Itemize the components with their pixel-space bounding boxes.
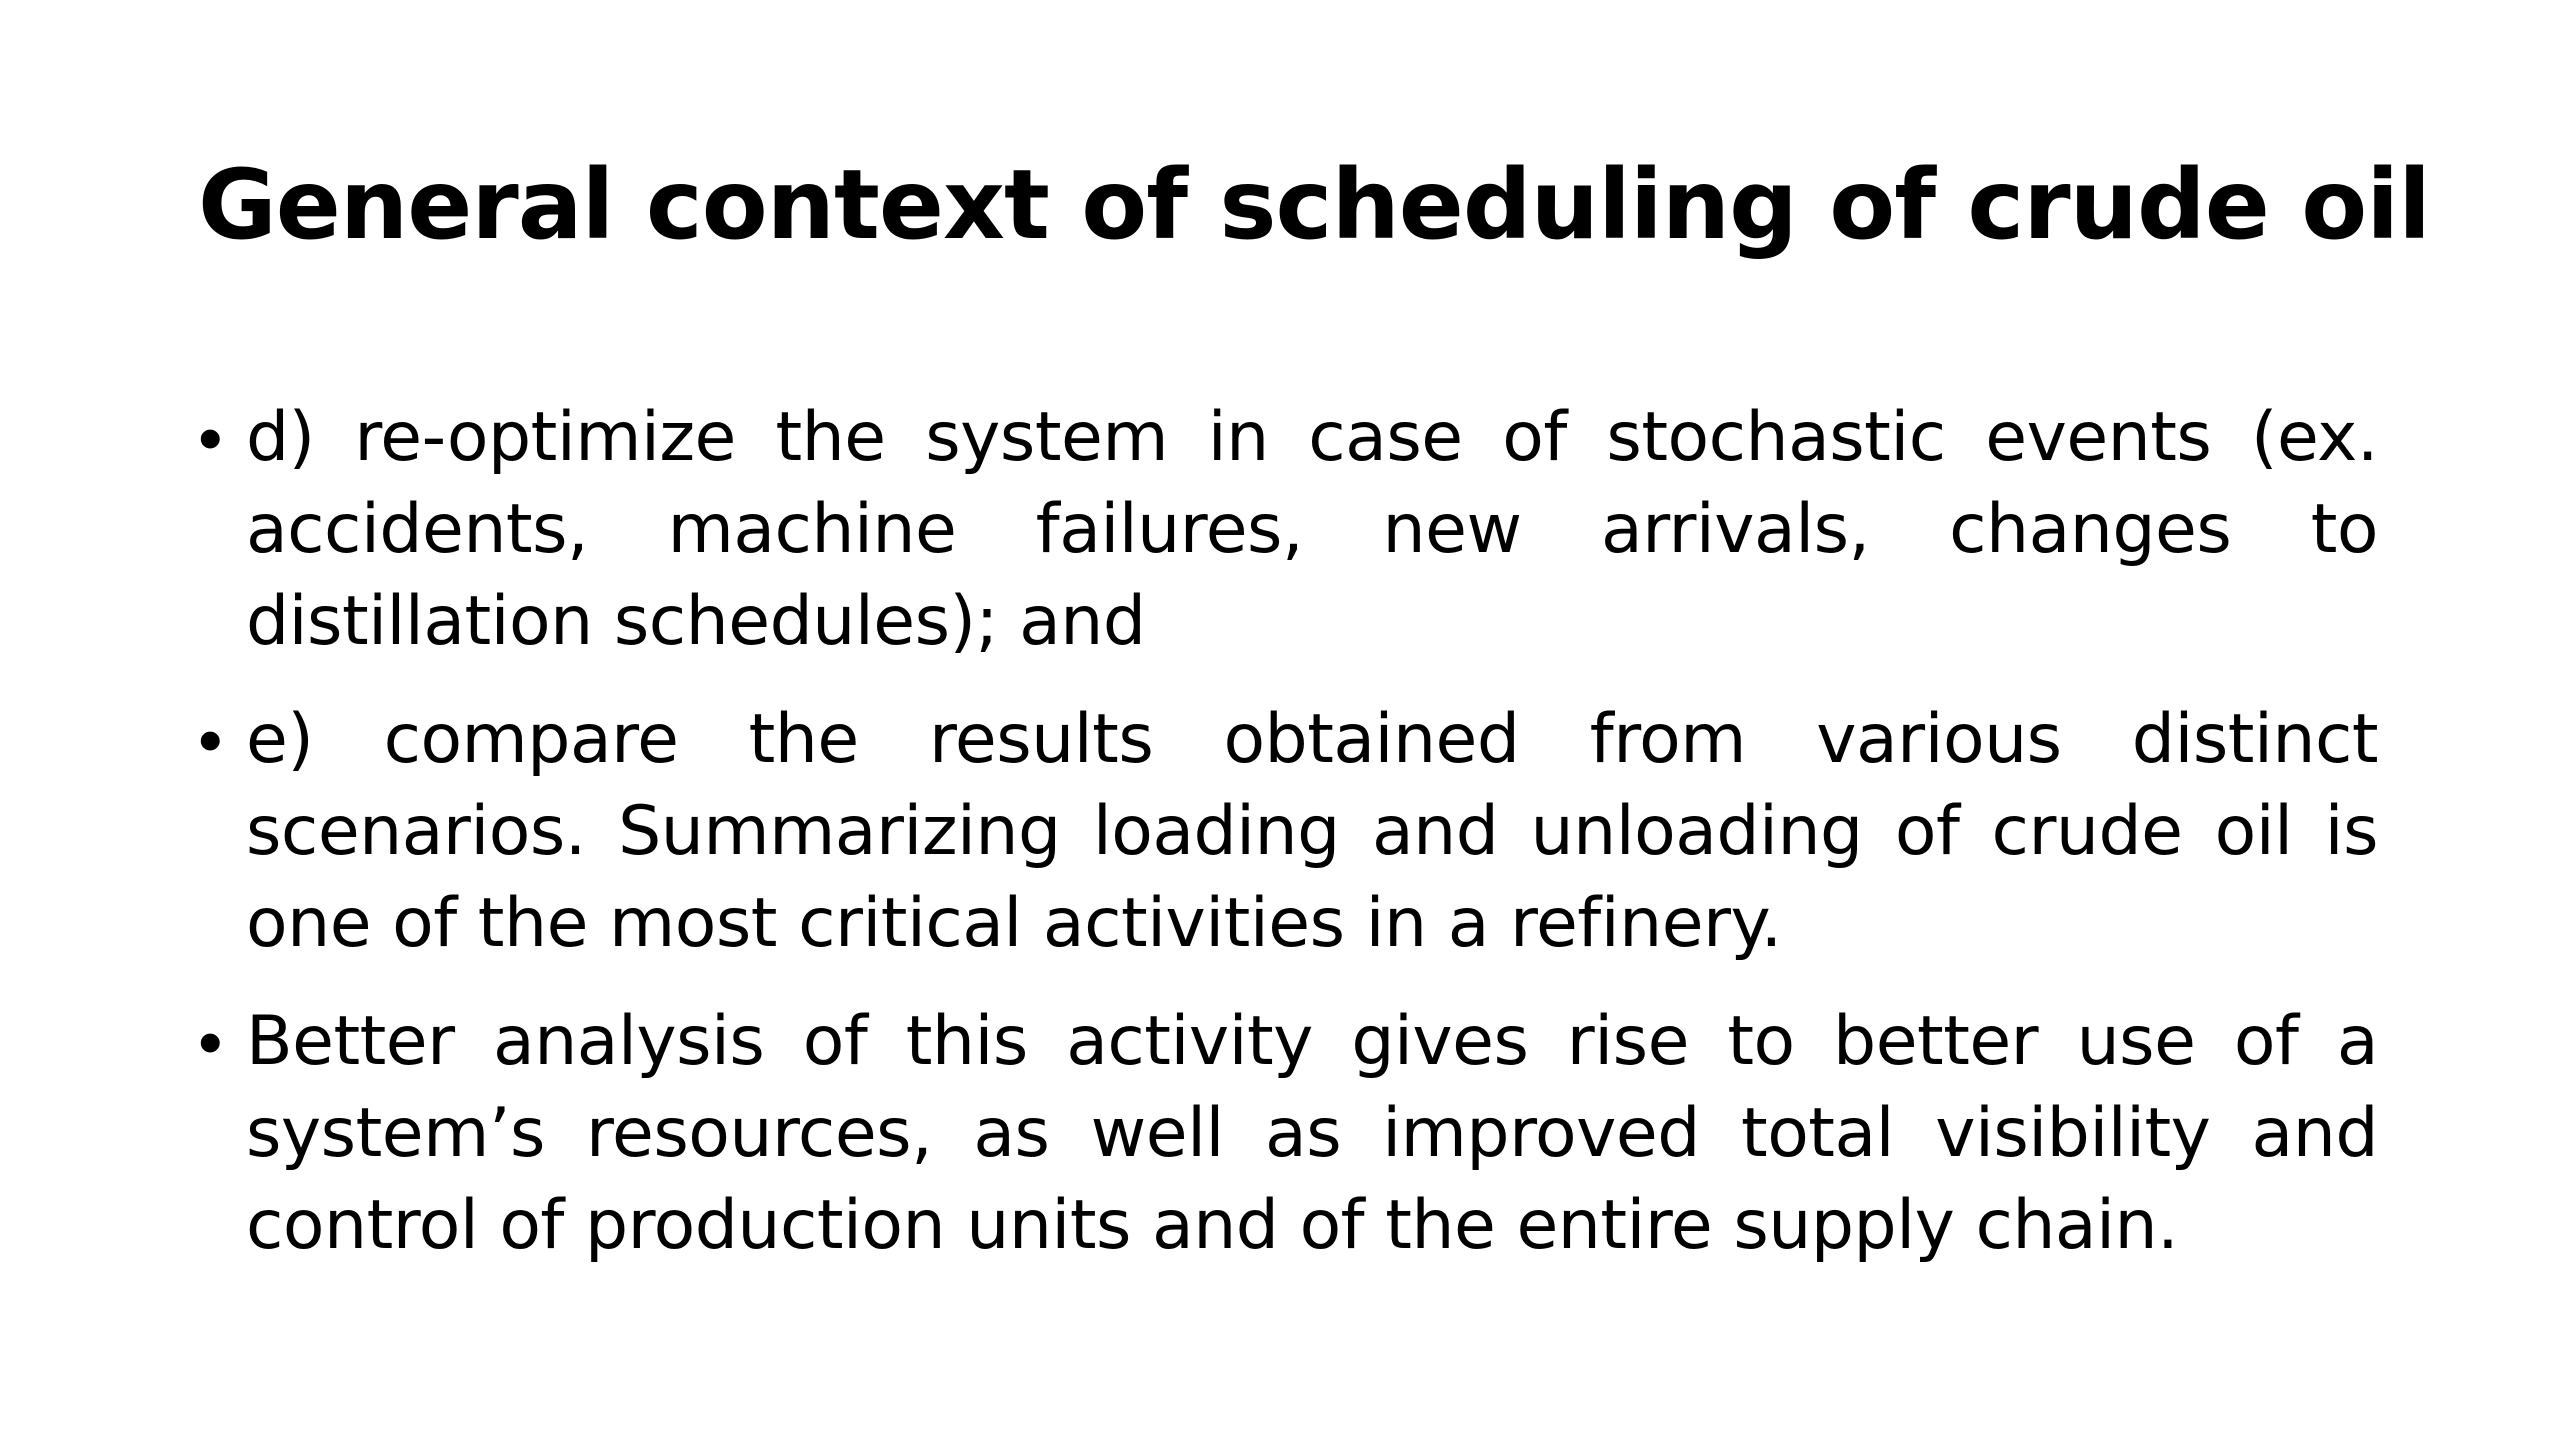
bullet-item (198, 694, 2378, 970)
bullet-item (198, 392, 2378, 668)
bullet-text: Better analysis of this activity gives rise to better use of a system’s resources, as well as improved total visibility and control of production units and of the entire supply chain. (246, 1002, 2378, 1265)
bullet-marker: • (198, 1003, 223, 1081)
bullet-item (198, 996, 2378, 1272)
bullet-list (198, 392, 2378, 1298)
slide-title: General context of scheduling of crude oil (198, 149, 2430, 261)
bullet-text: d) re-optimize the system in case of stochastic events (ex. accidents, machine failures, new arrivals, changes to distillation schedules); and (246, 398, 2378, 661)
bullet-marker: • (198, 399, 223, 477)
bullet-marker: • (198, 701, 223, 779)
bullet-text: e) compare the results obtained from various distinct scenarios. Summarizing loading and unloading of crude oil is one of the most critical activities in a refinery. (246, 700, 2378, 963)
